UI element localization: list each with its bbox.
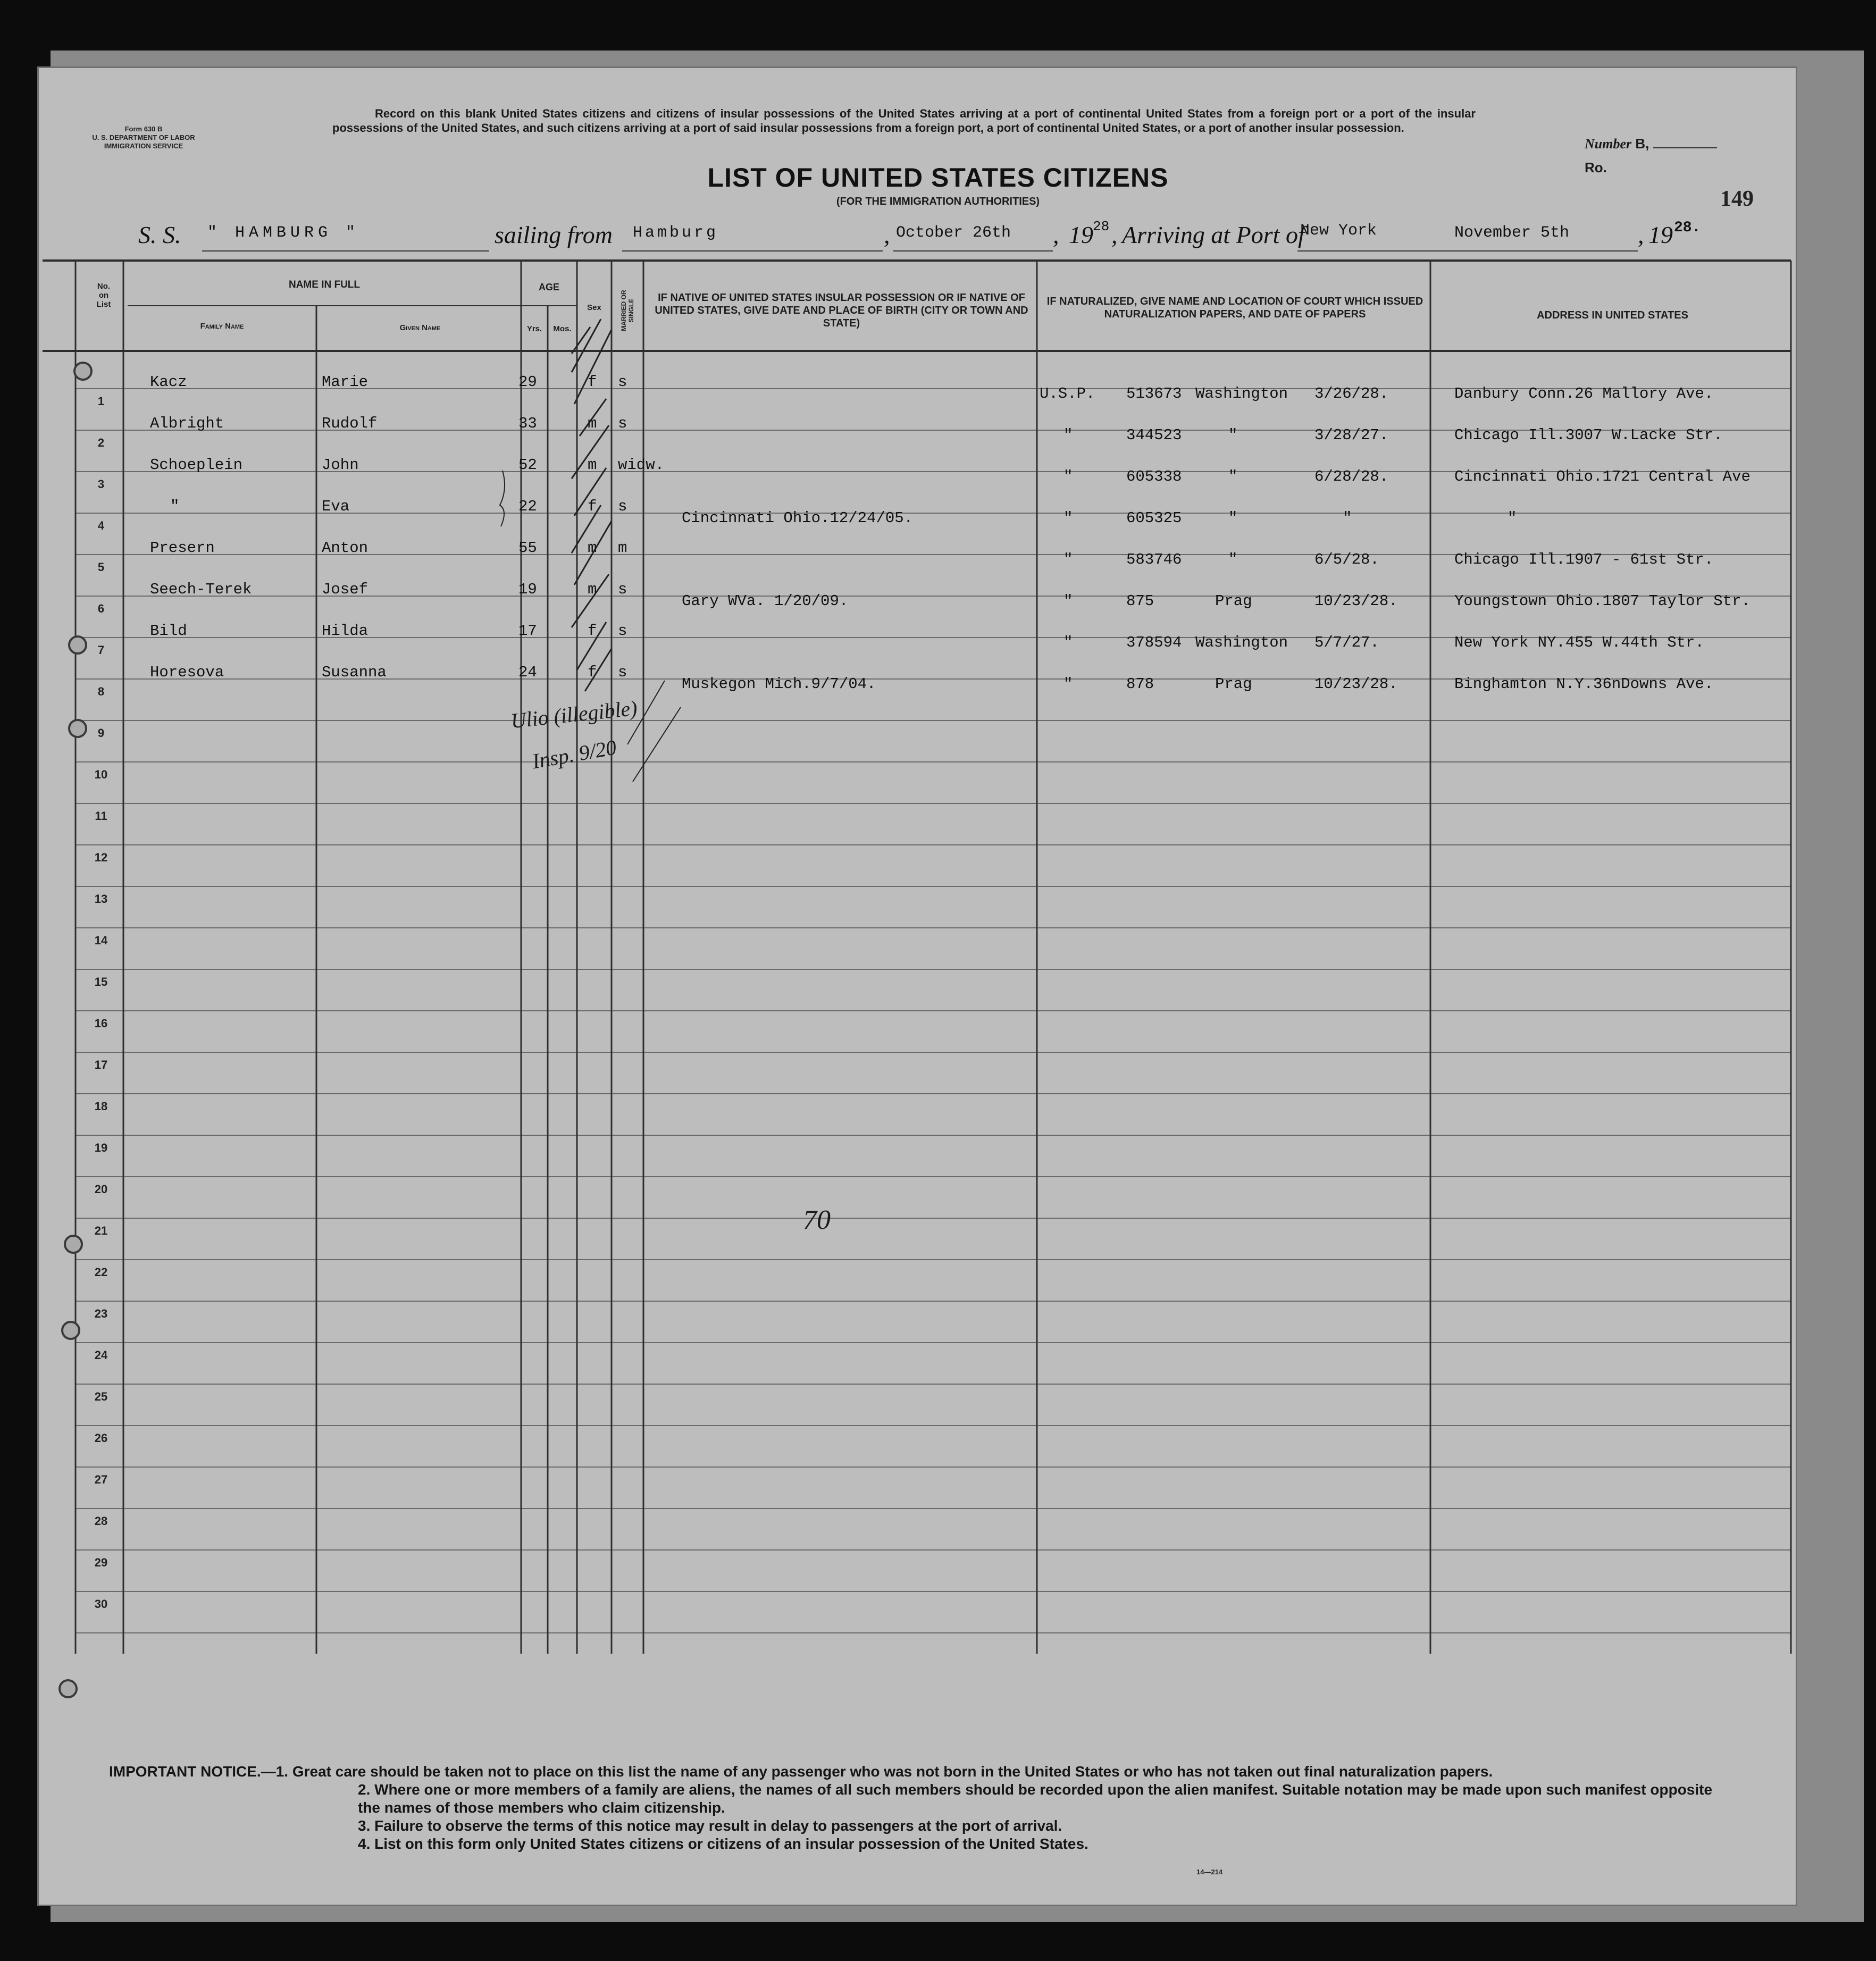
given-name-cell: Eva: [322, 498, 350, 515]
row-number: 18: [94, 1100, 108, 1113]
given-name-cell: Susanna: [322, 664, 387, 681]
given-name-cell: Josef: [322, 581, 368, 598]
number-label: Number: [1585, 136, 1632, 152]
row-number: 4: [97, 519, 105, 532]
given-name-cell: Rudolf: [322, 415, 378, 432]
sex-cell: f: [588, 622, 597, 640]
family-name-cell: Seech-Terek: [150, 581, 252, 598]
notice-lead: IMPORTANT NOTICE.—: [109, 1763, 276, 1780]
arrival-year-prefix: 19: [1648, 221, 1673, 248]
header-no-on-list: No. on List: [96, 282, 111, 309]
naturalization-court-cell: ": [1228, 426, 1238, 444]
number-value: B,: [1635, 136, 1649, 152]
form-reference: [77, 125, 210, 150]
naturalization-court-cell: ": [1228, 551, 1238, 568]
naturalization-court-cell: Prag: [1215, 592, 1252, 610]
sex-cell: m: [588, 456, 597, 474]
naturalization-date-cell: 3/26/28.: [1314, 385, 1389, 403]
header-address: ADDRESS IN UNITED STATES: [1537, 309, 1688, 321]
given-name-cell: Marie: [322, 373, 368, 391]
naturalization-date-cell: 10/23/28.: [1314, 592, 1398, 610]
page-title: LIST OF UNITED STATES CITIZENS: [707, 163, 1169, 192]
row-number: 29: [94, 1556, 108, 1569]
form-ref-line: U. S. DEPARTMENT OF LABOR: [92, 133, 195, 141]
address-cell: New York NY.455 W.44th Str.: [1454, 634, 1704, 651]
naturalization-prefix-cell: ": [1063, 426, 1073, 444]
naturalization-court-cell: Washington: [1195, 385, 1288, 403]
family-name-cell: Albright: [150, 415, 224, 432]
arrival-date: November 5th: [1454, 224, 1570, 242]
sail-year: 28: [1093, 219, 1110, 234]
instructions-preamble: Record on this blank United States citizens and citizens of insular possessions of the United States arriving at a port of continental United States from a foreign port or a port of the insular possessions of the United States, and such citizens arriving at a port of said insular possessions from a foreign port, a port of continental United States, or a port of another insular possession.: [332, 107, 1476, 135]
row-number: 21: [94, 1224, 108, 1237]
naturalization-prefix-cell: ": [1063, 551, 1073, 568]
ro-label: Ro.: [1585, 160, 1607, 175]
row-number: 20: [94, 1183, 108, 1196]
family-name-cell: Schoeplein: [150, 456, 243, 474]
address-cell: Youngstown Ohio.1807 Taylor Str.: [1454, 592, 1751, 610]
handwritten-annotation: Ulio (illegible): [509, 695, 639, 733]
birth-place-date-cell: Cincinnati Ohio.12/24/05.: [682, 509, 914, 527]
ss-label: S. S.: [138, 221, 181, 248]
row-number: 13: [94, 892, 108, 906]
sail-date: October 26th: [896, 224, 1011, 242]
age-years-cell: 33: [518, 415, 537, 432]
sailing-label: sailing from: [495, 221, 613, 248]
naturalization-number-cell: 878: [1126, 675, 1154, 693]
row-number: 15: [94, 975, 108, 988]
binder-hole: [68, 719, 87, 738]
header-yrs: Yrs.: [526, 324, 542, 333]
family-name-cell: Kacz: [150, 373, 187, 391]
row-number: 6: [97, 602, 105, 615]
naturalization-prefix-cell: ": [1063, 592, 1073, 610]
notice-item: 2. Where one or more members of a family are aliens, the names of all such members should be recorded upon the alien manifest. Suitable notation may be made upon such manifest opposite the names of those members who claim citizenship.: [358, 1781, 1713, 1816]
arrival-port: New York: [1300, 222, 1377, 240]
age-years-cell: 17: [518, 622, 537, 640]
row-number: 9: [97, 726, 105, 740]
naturalization-prefix-cell: U.S.P.: [1040, 385, 1095, 403]
age-years-cell: 24: [518, 664, 537, 681]
row-number: 3: [97, 477, 105, 491]
header-native-birth: IF NATIVE OF UNITED STATES INSULAR POSSESSION OR IF NATIVE OF UNITED STATES, GIVE DATE AND PLACE OF BIRTH (CITY OR TOWN AND STATE): [655, 292, 1028, 329]
row-number: 28: [94, 1514, 108, 1528]
naturalization-date-cell: 6/28/28.: [1314, 468, 1389, 485]
naturalization-date-cell: 3/28/27.: [1314, 426, 1389, 444]
row-number: 14: [94, 934, 108, 947]
handwritten-page-count: 70: [803, 1205, 831, 1235]
row-number: 8: [97, 685, 105, 698]
header-name-in-full: NAME IN FULL: [288, 279, 361, 290]
form-code: 14—214: [1196, 1868, 1223, 1876]
voyage-line: S. S. " HAMBURG " sailing from Hamburg , October 26th , 19 28 , Arriving at Port of New York November 5th , 19 28.: [0, 221, 1876, 263]
naturalization-prefix-cell: ": [1063, 509, 1073, 527]
sex-cell: m: [588, 581, 597, 598]
binder-hole: [64, 1235, 83, 1254]
naturalization-date-cell: ": [1343, 509, 1352, 527]
ship-name: " HAMBURG ": [207, 224, 360, 242]
important-notice: [109, 1763, 1726, 1853]
header-age: AGE: [538, 282, 559, 292]
row-number: 10: [94, 768, 108, 781]
row-number: 11: [95, 809, 107, 823]
naturalization-number-cell: 605338: [1126, 468, 1182, 485]
family-name-cell: Presern: [150, 539, 215, 557]
family-name-cell: Horesova: [150, 664, 224, 681]
naturalization-number-cell: 605325: [1126, 509, 1182, 527]
row-number: 19: [94, 1141, 108, 1154]
form-ref-line: IMMIGRATION SERVICE: [104, 142, 183, 150]
age-years-cell: 29: [518, 373, 537, 391]
row-number: 7: [97, 643, 105, 657]
birth-place-date-cell: Gary WVa. 1/20/09.: [682, 592, 849, 610]
row-number: 24: [94, 1348, 108, 1362]
sail-year-prefix: 19: [1069, 221, 1093, 248]
sex-cell: f: [588, 664, 597, 681]
binder-hole: [58, 1679, 78, 1698]
family-name-cell: ": [170, 498, 180, 515]
header-married-or-single: MARRIED OR SINGLE: [620, 290, 635, 331]
naturalization-court-cell: ": [1228, 468, 1238, 485]
header-mos: Mos.: [553, 324, 572, 333]
header-sex: Sex: [587, 303, 601, 312]
sex-cell: f: [588, 498, 597, 515]
given-name-cell: Anton: [322, 539, 368, 557]
arriving-label: Arriving at Port of: [1122, 221, 1305, 248]
row-number: 30: [94, 1597, 108, 1611]
given-name-cell: Hilda: [322, 622, 368, 640]
handwritten-inspector-mark: Insp. 9/20: [530, 735, 618, 774]
row-number: 17: [94, 1058, 108, 1071]
naturalization-court-cell: Prag: [1215, 675, 1252, 693]
sex-cell: f: [588, 373, 597, 391]
address-cell: Danbury Conn.26 Mallory Ave.: [1454, 385, 1714, 403]
birth-place-date-cell: Muskegon Mich.9/7/04.: [682, 675, 876, 693]
age-years-cell: 55: [518, 539, 537, 557]
family-name-cell: Bild: [150, 622, 187, 640]
sex-cell: m: [588, 539, 597, 557]
age-years-cell: 22: [518, 498, 537, 515]
address-cell: Binghamton N.Y.36nDowns Ave.: [1454, 675, 1714, 693]
naturalization-number-cell: 875: [1126, 592, 1154, 610]
marital-status-cell: s: [618, 664, 627, 681]
marital-status-cell: m: [618, 539, 627, 557]
marital-status-cell: s: [618, 415, 627, 432]
marital-status-cell: widw.: [618, 456, 665, 474]
row-number: 23: [94, 1307, 108, 1320]
row-number: 12: [94, 851, 108, 864]
notice-item: 3. Failure to observe the terms of this notice may result in delay to passengers at the port of arrival.: [358, 1817, 1062, 1834]
row-number: 1: [97, 395, 105, 408]
row-number: 27: [94, 1473, 108, 1486]
naturalization-number-cell: 344523: [1126, 426, 1182, 444]
sailing-from: Hamburg: [633, 224, 719, 242]
arrival-year: 28.: [1674, 220, 1701, 236]
age-years-cell: 52: [518, 456, 537, 474]
row-number: 5: [97, 560, 105, 574]
marital-status-cell: s: [618, 581, 627, 598]
marital-status-cell: s: [618, 498, 627, 515]
header-naturalized: IF NATURALIZED, GIVE NAME AND LOCATION OF COURT WHICH ISSUED NATURALIZATION PAPERS, AND DATE OF PAPERS: [1046, 296, 1423, 320]
form-ref-line: Form 630 B: [124, 125, 163, 133]
binder-hole: [73, 362, 93, 381]
row-number: 25: [94, 1390, 108, 1403]
naturalization-number-cell: 583746: [1126, 551, 1182, 568]
manifest-sheet: [37, 66, 1797, 1906]
naturalization-prefix-cell: ": [1063, 675, 1073, 693]
naturalization-number-cell: 378594: [1126, 634, 1182, 651]
row-number: 2: [97, 436, 105, 449]
naturalization-court-cell: Washington: [1195, 634, 1288, 651]
naturalization-prefix-cell: ": [1063, 634, 1073, 651]
address-cell: ": [1508, 509, 1517, 527]
header-family-name: Family Name: [200, 322, 244, 331]
age-years-cell: 19: [518, 581, 537, 598]
page-subtitle: (FOR THE IMMIGRATION AUTHORITIES): [836, 196, 1040, 207]
binder-hole: [61, 1321, 80, 1340]
marital-status-cell: s: [618, 373, 627, 391]
row-number: 22: [94, 1266, 108, 1279]
naturalization-date-cell: 10/23/28.: [1314, 675, 1398, 693]
address-cell: Chicago Ill.3007 W.Lacke Str.: [1454, 426, 1723, 444]
row-number: 26: [94, 1431, 108, 1445]
header-given-name: Given Name: [399, 323, 441, 332]
naturalization-date-cell: 6/5/28.: [1314, 551, 1379, 568]
naturalization-date-cell: 5/7/27.: [1314, 634, 1379, 651]
row-number: 16: [94, 1017, 108, 1030]
binder-hole: [68, 635, 87, 655]
naturalization-number-cell: 513673: [1126, 385, 1182, 403]
page-number: 149: [1720, 187, 1754, 211]
given-name-cell: John: [322, 456, 359, 474]
naturalization-court-cell: ": [1228, 509, 1238, 527]
marital-status-cell: s: [618, 622, 627, 640]
sex-cell: m: [588, 415, 597, 432]
address-cell: Cincinnati Ohio.1721 Central Ave: [1454, 468, 1751, 485]
notice-item: 4. List on this form only United States citizens or citizens of an insular possession of the United States.: [358, 1836, 1088, 1852]
notice-item: 1. Great care should be taken not to place on this list the name of any passenger who was not born in the United States or who has not taken out final naturalization papers.: [275, 1763, 1493, 1780]
address-cell: Chicago Ill.1907 - 61st Str.: [1454, 551, 1714, 568]
naturalization-prefix-cell: ": [1063, 468, 1073, 485]
